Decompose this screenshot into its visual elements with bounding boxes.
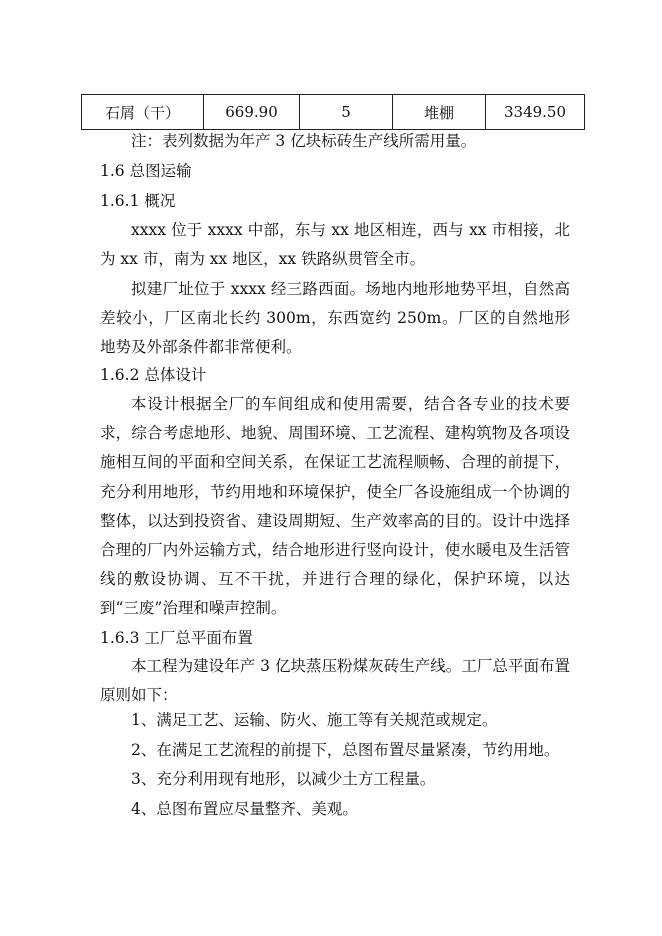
list-item: 1、满足工艺、运输、防火、施工等有关规范或规定。 <box>131 711 498 729</box>
table-row <box>82 95 585 130</box>
list-item: 3、充分利用现有地形，以减少土方工程量。 <box>131 770 436 788</box>
materials-table <box>81 94 585 130</box>
list-item: 2、在满足工艺流程的前提下，总图布置尽量紧凑，节约用地。 <box>131 741 560 759</box>
list-item: 4、总图布置应尽量整齐、美观。 <box>131 800 358 818</box>
section-heading-1-6: 1.6 总图运输 <box>100 162 192 180</box>
table-cell: 堆棚 <box>393 95 486 130</box>
section-heading-1-6-3: 1.6.3 工厂总平面布置 <box>100 629 253 647</box>
paragraph-layout-intro: 本工程为建设年产 3 亿块蒸压粉煤灰砖生产线。工厂总平面布置原则如下： <box>100 657 570 705</box>
table-cell: 石屑（干） <box>82 95 204 130</box>
paragraph-overview-location: xxxx 位于 xxxx 中部，东与 xx 地区相连，西与 xx 市相接，北为 xx 市，南为 xx 地区，xx 铁路纵贯管全市。 <box>100 221 570 269</box>
table-cell: 3349.50 <box>486 95 585 130</box>
paragraph-overall-design: 本设计根据全厂的车间组成和使用需要，结合各专业的技术要求，综合考虑地形、地貌、周围环境、工艺流程、建构筑物及各项设施相互间的平面和空间关系，在保证工艺流程顺畅、合理的前提下，充分利用地形，节约用地和环境保护，使全厂各设施组成一个协调的整体，以达到投资省、建设周期短、生产效率高的目的。设计中选择合理的厂内外运输方式，结合地形进行竖向设计，使水暖电及生活管线的敷设协调、互不干扰，并进行合理的绿化，保护环境，以达到“三废”治理和噪声控制。 <box>100 395 570 618</box>
paragraph-overview-site: 拟建厂址位于 xxxx 经三路西面。场地内地形地势平坦，自然高差较小，厂区南北长约 300m，东西宽约 250m。厂区的自然地形地势及外部条件都非常便利。 <box>100 280 570 357</box>
table-cell: 669.90 <box>204 95 300 130</box>
table-cell: 5 <box>300 95 393 130</box>
section-heading-1-6-2: 1.6.2 总体设计 <box>100 366 207 384</box>
section-heading-1-6-1: 1.6.1 概况 <box>100 192 176 210</box>
table-note: 注：表列数据为年产 3 亿块标砖生产线所需用量。 <box>131 132 477 150</box>
